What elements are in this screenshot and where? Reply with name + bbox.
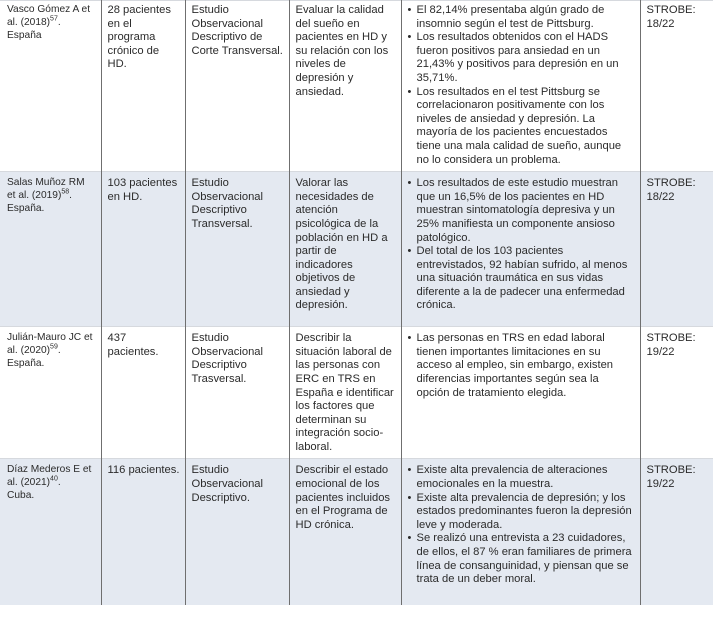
design-cell: Estudio Observacional Descriptivo Trasversal. [185,327,289,459]
result-item: • Las personas en TRS en edad laboral tienen importantes limitaciones en su acceso al empleo, sin embargo, existen diferencias importantes según sea la opción de tratamiento elegida. [417,332,635,400]
table-row [0,327,713,459]
country-text: España [7,29,42,41]
results-list [408,4,635,167]
results-list [408,177,635,313]
results-cell [401,172,640,327]
result-item: • Los resultados obtenidos con el HADS fueron positivos para ansiedad en un 21,43% y positivos para depresión en un 35,71%. [417,31,635,85]
author-text: Julián-Mauro JC et al. (2020) [7,332,93,356]
country-text: España. [7,202,45,214]
author-text: Díaz Mederos E et al. (2021) [7,464,92,489]
design-cell: Estudio Observacional Descriptivo Transversal. [185,172,289,327]
objective-cell: Describir el estado emocional de los pacientes incluidos en el Programa de HD crónica. [289,459,401,606]
sample-cell: 437 pacientes. [101,327,185,459]
country-text: España. [7,357,45,369]
result-item: • Se realizó una entrevista a 23 cuidadores, de ellos, el 87 % eran familiares de primera línea de consanguinidad, y piensan que se trata de un deber moral. [417,532,635,586]
author-text: Salas Muñoz RM et al. (2019) [7,177,85,201]
table-row [0,459,713,606]
country-text: Cuba. [7,490,35,502]
design-cell: Estudio Observacional Descriptivo. [185,459,289,606]
objective-cell: Valorar las necesidades de atención psicológica de la población en HD a partir de indicadores objetivos de ansiedad y depresión. [289,172,401,327]
table-row [0,172,713,327]
table-row [0,1,713,172]
sample-cell: 28 pacientes en el programa crónico de HD. [101,1,185,172]
objective-cell: Describir la situación laboral de las personas con ERC en TRS en España e identificar los factores que determinan su integración socio-laboral. [289,327,401,459]
author-cell: Vasco Gómez A et al. $(2018)^{57}$. España [0,1,101,172]
author-cell: Díaz Mederos E et al. $(2021)^{40}$. Cuba. [0,459,101,606]
results-cell [401,1,640,172]
results-cell [401,327,640,459]
author-text: Vasco Gómez A et al. (2018) [7,4,91,28]
design-cell: Estudio Observacional Descriptivo de Corte Transversal. [185,1,289,172]
results-list [408,464,635,586]
results-list [408,332,635,400]
result-item: • Los resultados de este estudio muestran que un 16,5% de los pacientes en HD muestran sintomatología depresiva y un 25% manifiesta un componente ansioso patológico. [417,177,635,245]
quality-score-cell: STROBE: 18/22 [640,172,713,327]
result-item: • Existe alta prevalencia de alteraciones emocionales en la muestra. [417,464,635,491]
reference-number: 40 [50,475,58,483]
reference-number: 58 [61,188,70,196]
sample-cell: 116 pacientes. [101,459,185,606]
sample-cell: 103 pacientes en HD. [101,172,185,327]
quality-score-cell: STROBE: 19/22 [640,459,713,606]
result-item: • Existe alta prevalencia de depresión; y los estados predominantes fueron la depresión leve y moderada. [417,492,635,533]
result-item: • El 82,14% presentaba algún grado de insomnio según el test de Pittsburg. [417,4,635,31]
result-item: • Los resultados en el test Pittsburg se correlacionaron positivamente con los niveles de ansiedad y depresión. La mayoría de los pacientes encuestados tiene una mala calidad de sueño, aunque no lo considera un problema. [417,86,635,168]
objective-cell: Evaluar la calidad del sueño en pacientes en HD y su relación con los niveles de depresión y ansiedad. [289,1,401,172]
results-cell [401,459,640,606]
reference-number: 59 [50,343,58,351]
quality-score-cell: STROBE: 19/22 [640,327,713,459]
result-item: • Del total de los 103 pacientes entrevistados, 92 habían sufrido, al menos una situación traumática en sus vidas diferente a la de padecer una enfermedad crónica. [417,245,635,313]
author-cell: Salas Muñoz RM et al. $(2019)^{58}$. España. [0,172,101,327]
reference-number: 57 [50,15,58,23]
quality-score-cell: STROBE: 18/22 [640,1,713,172]
author-cell: Julián-Mauro JC et al. $(2020)^{59}$. España. [0,327,101,459]
